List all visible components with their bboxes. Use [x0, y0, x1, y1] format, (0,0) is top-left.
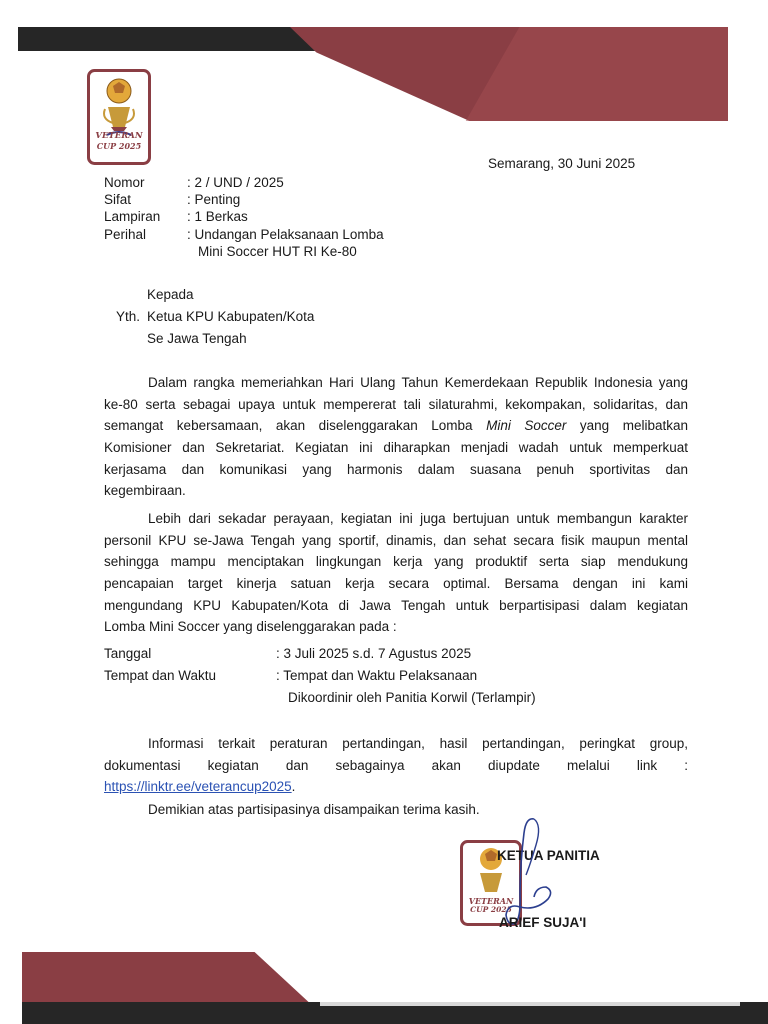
paragraph-2-line: Lebih dari sekadar perayaan, kegiatan ini juga bertujuan untuk membangun karakter — [148, 511, 688, 526]
recipient-name: Ketua KPU Kabupaten/Kota — [147, 309, 315, 324]
meta-value-perihal: : Undangan Pelaksanaan Lomba — [187, 227, 384, 242]
veteran-cup-logo — [87, 69, 151, 165]
meta-value-perihal-line2: Mini Soccer HUT RI Ke-80 — [198, 244, 357, 259]
paragraph-1-line: Dalam rangka memeriahkan Hari Ulang Tahun Kemerdekaan Republik Indonesia yang — [148, 375, 688, 390]
paragraph-1-line3-tail: yang melibatkan — [579, 418, 688, 434]
meta-value-lampiran: : 1 Berkas — [187, 209, 248, 224]
signature-title: KETUA PANITIA — [497, 848, 600, 863]
schedule-value-tanggal: : 3 Juli 2025 s.d. 7 Agustus 2025 — [276, 646, 472, 661]
meta-value-sifat: : Penting — [187, 192, 241, 207]
meta-label-sifat: Sifat — [104, 192, 132, 207]
paragraph-3 — [104, 733, 688, 798]
signatory-name: ARIEF SUJA'I — [499, 915, 587, 930]
paragraph-2-line: mengundang KPU Kabupaten/Kota di Jawa Tengah untuk berpartisipasi dalam kegiatan — [104, 597, 688, 613]
meta-value-nomor: : 2 / UND / 2025 — [187, 175, 284, 190]
recipient-region: Se Jawa Tengah — [147, 331, 247, 346]
place-date: Semarang, 30 Juni 2025 — [488, 156, 636, 171]
paragraph-1 — [104, 372, 688, 502]
schedule-note: Dikoordinir oleh Panitia Korwil (Terlampir) — [288, 690, 536, 705]
closing-sentence: Demikian atas partisipasinya disampaikan terima kasih. — [148, 802, 480, 817]
paragraph-1-line — [104, 415, 688, 437]
paragraph-3-line: dokumentasi kegiatan dan sebagainya akan diupdate melalui link : — [104, 757, 688, 773]
recipient-kepada: Kepada — [147, 287, 194, 302]
paragraph-1-line: kegembiraan. — [104, 483, 186, 499]
recipient-yth: Yth. — [116, 309, 141, 324]
meta-label-perihal: Perihal — [104, 227, 147, 242]
paragraph-2-line: sehingga mampu menciptakan lingkungan kerja yang produktif serta siap mendukung — [104, 554, 688, 570]
paragraph-2-line: personil KPU se-Jawa Tengah yang sportif, dinamis, dan sehat secara fisik maupun mental — [104, 532, 688, 548]
schedule-label-tempat: Tempat dan Waktu — [104, 668, 217, 683]
schedule-value-tempat: : Tempat dan Waktu Pelaksanaan — [276, 668, 478, 683]
logo-text-line2: CUP 2025 — [96, 141, 142, 151]
paragraph-1-line: ke-80 serta sebagai upaya untuk mempererat tali silaturahmi, kekompakan, solidaritas, dan — [104, 396, 688, 412]
footer-light-stripe — [320, 1002, 740, 1006]
mini-soccer-emphasis: Mini Soccer — [486, 418, 567, 434]
paragraph-2 — [104, 508, 688, 638]
paragraph-2-line: Lomba Mini Soccer yang diselenggarakan pada : — [104, 619, 397, 635]
paragraph-2-line: pencapaian target kinerja satuan kerja secara optimal. Bersama dengan ini kami — [104, 576, 688, 592]
logo-text-line1: VETERAN — [95, 131, 143, 141]
stamp-text-line2: CUP 2025 — [470, 905, 512, 914]
paragraph-3-line: Informasi terkait peraturan pertandingan, hasil pertandingan, peringkat group, — [148, 736, 688, 751]
paragraph-1-line3-head: semangat kebersamaan, akan diselenggarakan Lomba — [104, 418, 473, 434]
paragraph-1-line: kerjasama dan komunikasi yang harmonis dalam suasana penuh sportivitas dan — [104, 461, 688, 477]
meta-label-nomor: Nomor — [104, 175, 145, 190]
meta-label-lampiran: Lampiran — [104, 209, 161, 224]
paragraph-1-line: Komisioner dan Sekretariat. Kegiatan ini diharapkan menjadi wadah untuk memperkuat — [104, 440, 688, 456]
linktree-link[interactable]: https://linktr.ee/veterancup2025 — [104, 779, 292, 795]
schedule-label-tanggal: Tanggal — [104, 646, 152, 661]
stamp-text-line1: VETERAN — [468, 896, 514, 906]
paragraph-3-link-line — [104, 776, 688, 798]
link-tail: . — [291, 779, 296, 795]
